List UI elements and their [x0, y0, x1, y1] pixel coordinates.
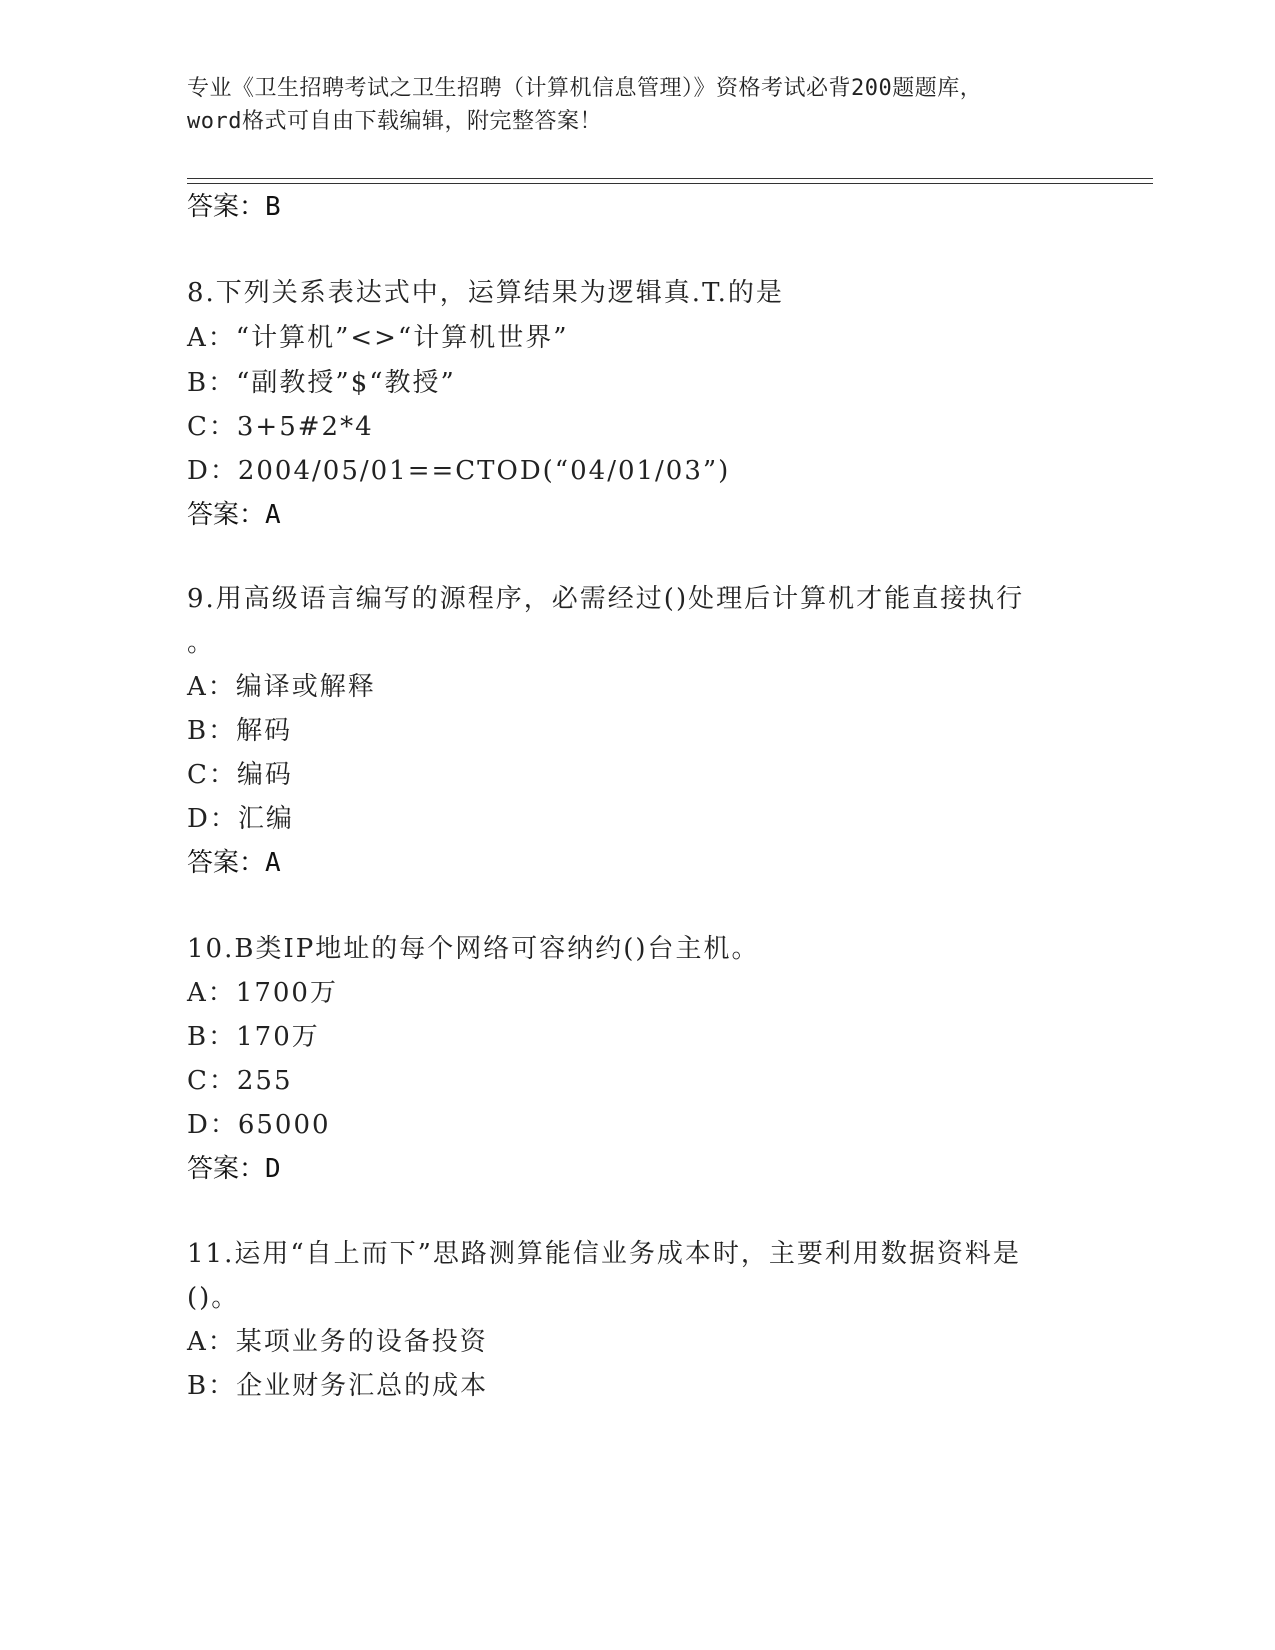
document-header — [187, 72, 1087, 138]
question-9-option-d: D：汇编 — [187, 804, 294, 834]
question-9-option-c: C：编码 — [187, 760, 293, 790]
question-9-option-a: A：编译或解释 — [187, 672, 376, 702]
answer-q8: 答案：A — [187, 500, 281, 530]
header-divider-bottom — [187, 183, 1153, 184]
question-10-stem: 10.B类IP地址的每个网络可容纳约()台主机。 — [187, 934, 760, 964]
question-11-option-b: B：企业财务汇总的成本 — [187, 1371, 489, 1401]
question-11-stem-continued: ()。 — [187, 1283, 240, 1313]
question-8-option-b: B：“副教授”$“教授” — [187, 368, 456, 398]
question-9-option-b: B：解码 — [187, 716, 293, 746]
question-8-option-d: D：2004/05/01==CTOD(“04/01/03”) — [187, 456, 731, 486]
question-8-stem: 8.下列关系表达式中，运算结果为逻辑真.T.的是 — [187, 278, 784, 308]
question-11-stem: 11.运用“自上而下”思路测算能信业务成本时，主要利用数据资料是 — [187, 1239, 1021, 1269]
question-10-option-c: C：255 — [187, 1066, 293, 1096]
question-10-option-d: D：65000 — [187, 1110, 331, 1140]
header-divider-top — [187, 178, 1153, 179]
header-line-1: 专业《卫生招聘考试之卫生招聘（计算机信息管理）》资格考试必背200题题库， — [187, 76, 983, 101]
question-10-option-b: B：170万 — [187, 1022, 320, 1052]
question-8-option-a: A：“计算机”<>“计算机世界” — [187, 323, 569, 353]
question-11-option-a: A：某项业务的设备投资 — [187, 1327, 488, 1357]
answer-q7: 答案：B — [187, 192, 281, 222]
question-8-option-c: C：3+5#2*4 — [187, 412, 374, 442]
question-9-stem-continued: 。 — [187, 628, 216, 658]
question-10-option-a: A：1700万 — [187, 978, 338, 1008]
question-9-stem: 9.用高级语言编写的源程序，必需经过()处理后计算机才能直接执行 — [187, 584, 1025, 614]
header-line-2: word格式可自由下载编辑，附完整答案！ — [187, 109, 602, 134]
answer-q10: 答案：D — [187, 1154, 281, 1184]
answer-q9: 答案：A — [187, 848, 281, 878]
